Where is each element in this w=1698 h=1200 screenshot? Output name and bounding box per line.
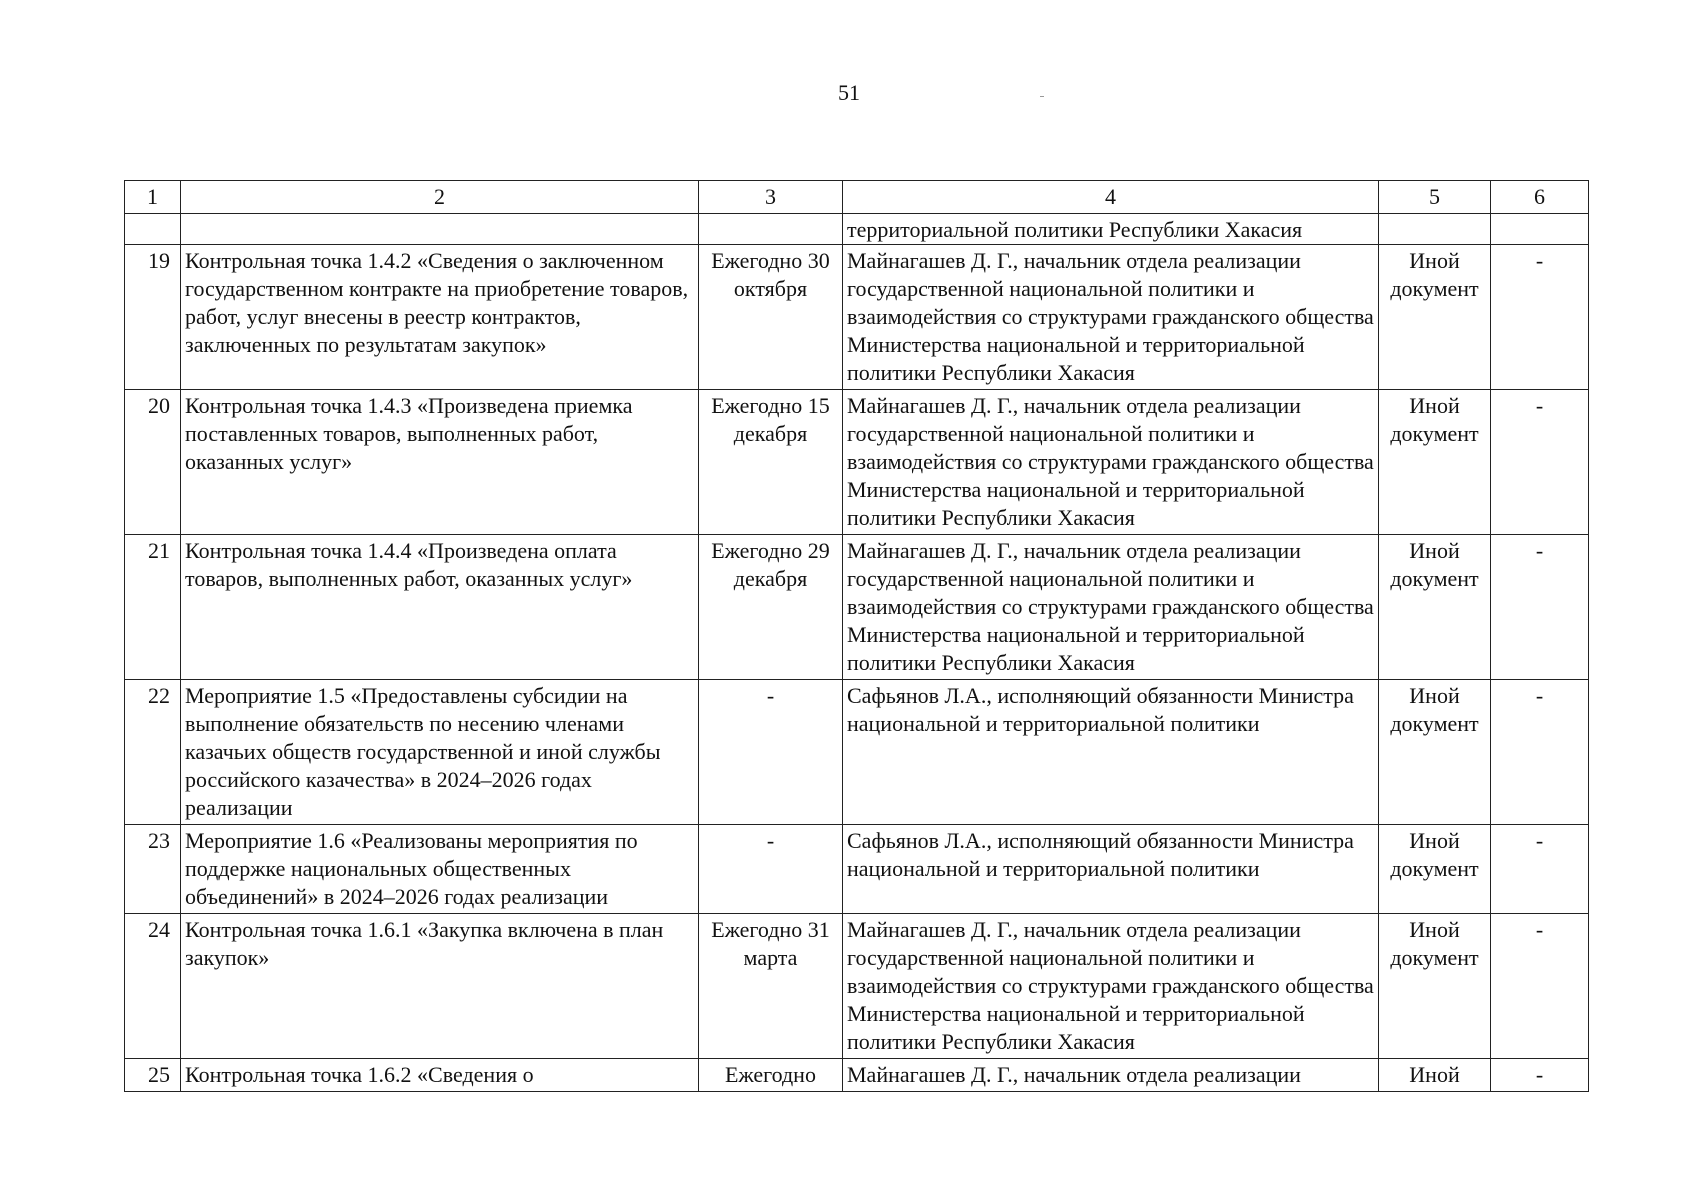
table-cell xyxy=(125,214,181,245)
event-cell: Мероприятие 1.6 «Реализованы мероприятия по поддержке национальных общественных объединений» в 2024–2026 годах реализации xyxy=(181,825,699,914)
document-cell: Иной документ xyxy=(1379,825,1491,914)
event-cell: Мероприятие 1.5 «Предоставлены субсидии на выполнение обязательств по несению членами казачьих обществ государственной и иной службы российского казачества» в 2024–2026 годах реализации xyxy=(181,680,699,825)
table-row xyxy=(125,535,1589,680)
date-cell: Ежегодно xyxy=(699,1059,843,1092)
row-number: 23 xyxy=(125,825,181,914)
document-cell: Иной документ xyxy=(1379,680,1491,825)
responsible-cell: Майнагашев Д. Г., начальник отдела реализации государственной национальной политики и взаимодействия со структурами гражданского общества Министерства национальной и территориальной политики Республики Хакасия xyxy=(843,245,1379,390)
table-row xyxy=(125,914,1589,1059)
responsible-cell: Майнагашев Д. Г., начальник отдела реализации государственной национальной политики и взаимодействия со структурами гражданского общества Министерства национальной и территориальной политики Республики Хакасия xyxy=(843,390,1379,535)
table-row xyxy=(125,245,1589,390)
responsible-cell: Сафьянов Л.А., исполняющий обязанности Министра национальной и территориальной политики xyxy=(843,825,1379,914)
continuation-row xyxy=(125,214,1589,245)
document-cell: Иной документ xyxy=(1379,245,1491,390)
header-cell: 6 xyxy=(1491,181,1589,214)
row-number: 24 xyxy=(125,914,181,1059)
document-cell: Иной документ xyxy=(1379,914,1491,1059)
header-cell: 4 xyxy=(843,181,1379,214)
document-cell: Иной документ xyxy=(1379,535,1491,680)
header-cell: 2 xyxy=(181,181,699,214)
table-row xyxy=(125,390,1589,535)
date-cell: Ежегодно 29 декабря xyxy=(699,535,843,680)
row-number: 22 xyxy=(125,680,181,825)
date-cell: Ежегодно 30 октября xyxy=(699,245,843,390)
plan-table xyxy=(124,180,1589,1092)
row-number: 20 xyxy=(125,390,181,535)
responsible-cell: Майнагашев Д. Г., начальник отдела реализации государственной национальной политики и взаимодействия со структурами гражданского общества Министерства национальной и территориальной политики Республики Хакасия xyxy=(843,914,1379,1059)
extra-cell: - xyxy=(1491,680,1589,825)
row-number: 21 xyxy=(125,535,181,680)
responsible-cell: территориальной политики Республики Хакасия xyxy=(843,214,1379,245)
header-cell: 5 xyxy=(1379,181,1491,214)
date-cell: - xyxy=(699,825,843,914)
responsible-cell: Сафьянов Л.А., исполняющий обязанности Министра национальной и территориальной политики xyxy=(843,680,1379,825)
header-row xyxy=(125,181,1589,214)
responsible-cell: Майнагашев Д. Г., начальник отдела реализации государственной национальной политики и взаимодействия со структурами гражданского общества Министерства национальной и территориальной политики Республики Хакасия xyxy=(843,535,1379,680)
event-cell: Контрольная точка 1.6.1 «Закупка включена в план закупок» xyxy=(181,914,699,1059)
extra-cell: - xyxy=(1491,535,1589,680)
table-row xyxy=(125,680,1589,825)
extra-cell: - xyxy=(1491,245,1589,390)
table-cell xyxy=(181,214,699,245)
responsible-cell: Майнагашев Д. Г., начальник отдела реализации xyxy=(843,1059,1379,1092)
page-number: 51 xyxy=(838,80,860,105)
event-cell: Контрольная точка 1.4.3 «Произведена приемка поставленных товаров, выполненных работ, оказанных услуг» xyxy=(181,390,699,535)
table-row xyxy=(125,825,1589,914)
date-cell: - xyxy=(699,680,843,825)
row-number: 19 xyxy=(125,245,181,390)
scan-mark xyxy=(1040,96,1044,97)
header-cell: 1 xyxy=(125,181,181,214)
header-cell: 3 xyxy=(699,181,843,214)
event-cell: Контрольная точка 1.4.2 «Сведения о заключенном государственном контракте на приобретение товаров, работ, услуг внесены в реестр контрактов, заключенных по результатам закупок» xyxy=(181,245,699,390)
event-cell: Контрольная точка 1.4.4 «Произведена оплата товаров, выполненных работ, оказанных услуг» xyxy=(181,535,699,680)
date-cell: Ежегодно 31 марта xyxy=(699,914,843,1059)
extra-cell: - xyxy=(1491,825,1589,914)
table-cell xyxy=(699,214,843,245)
table-cell xyxy=(1491,214,1589,245)
document-cell: Иной xyxy=(1379,1059,1491,1092)
extra-cell: - xyxy=(1491,390,1589,535)
date-cell: Ежегодно 15 декабря xyxy=(699,390,843,535)
table-cell xyxy=(1379,214,1491,245)
document-cell: Иной документ xyxy=(1379,390,1491,535)
event-cell: Контрольная точка 1.6.2 «Сведения о xyxy=(181,1059,699,1092)
extra-cell: - xyxy=(1491,914,1589,1059)
table-row xyxy=(125,1059,1589,1092)
row-number: 25 xyxy=(125,1059,181,1092)
extra-cell: - xyxy=(1491,1059,1589,1092)
